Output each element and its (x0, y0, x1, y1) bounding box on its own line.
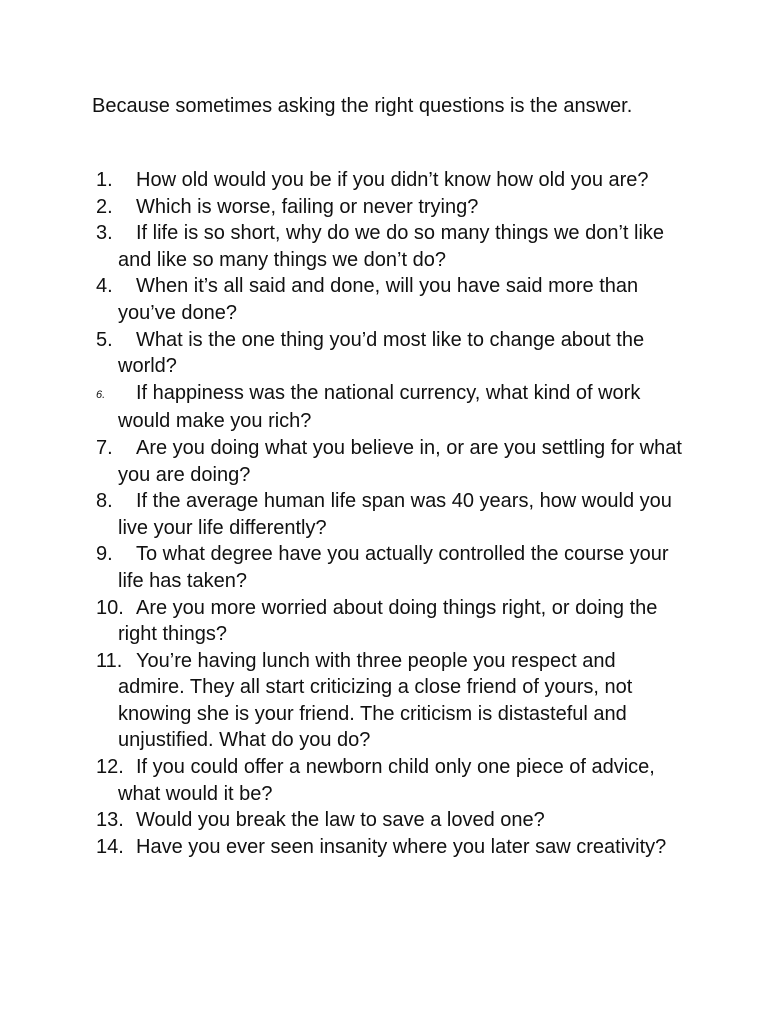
item-text: Which is worse, failing or never trying? (136, 195, 479, 218)
item-text: Have you ever seen insanity where you later saw creativity? (136, 835, 667, 858)
list-item (96, 807, 686, 834)
item-number: 6. (96, 388, 106, 401)
item-text: If happiness was the national currency, what kind of work would make you rich? (118, 381, 641, 433)
list-item (96, 648, 686, 754)
item-text: Would you break the law to save a loved one? (136, 809, 545, 832)
list-item (96, 380, 686, 435)
item-text: When it’s all said and done, will you have said more than you’ve done? (118, 275, 639, 324)
item-number: 9. (96, 543, 113, 566)
item-text: What is the one thing you’d most like to change about the world? (118, 328, 645, 378)
item-text: If you could offer a newborn child only one piece of advice, what would it be? (118, 756, 655, 805)
list-item (96, 220, 686, 273)
list-item (96, 541, 686, 594)
list-item (96, 167, 686, 194)
item-text: If the average human life span was 40 years, how would you live your life differently? (118, 490, 672, 539)
list-item (96, 327, 686, 380)
item-text: Are you doing what you believe in, or are you settling for what you are doing? (118, 436, 682, 486)
list-item (96, 194, 686, 221)
list-item (96, 834, 686, 861)
question-list (96, 167, 686, 860)
item-number: 2. (96, 195, 113, 218)
item-number: 3. (96, 222, 113, 245)
item-text: To what degree have you actually controlled the course your life has taken? (118, 543, 669, 592)
list-item (96, 595, 686, 648)
item-number: 14. (96, 835, 124, 858)
item-text: You’re having lunch with three people you respect and admire. They all start criticizing a close friend of yours, not knowing she is your friend. The criticism is distasteful and unjustified. What do you do? (118, 649, 633, 752)
item-number: 11. (96, 649, 123, 672)
item-text: Are you more worried about doing things right, or doing the right things? (118, 596, 658, 646)
intro-text: Because sometimes asking the right questions is the answer. (92, 95, 633, 117)
item-number: 1. (96, 169, 113, 191)
item-text: How old would you be if you didn’t know how old you are? (136, 169, 649, 191)
item-number: 7. (96, 436, 113, 459)
item-number: 4. (96, 275, 113, 298)
item-number: 12. (96, 756, 124, 779)
item-number: 8. (96, 490, 113, 513)
item-number: 5. (96, 328, 113, 351)
list-item (96, 435, 686, 488)
item-number: 10. (96, 596, 124, 619)
list-item (96, 273, 686, 326)
item-number: 13. (96, 809, 124, 832)
item-text: If life is so short, why do we do so many things we don’t like and like so many things we don’t do? (118, 222, 665, 271)
list-item (96, 754, 686, 807)
list-item (96, 488, 686, 541)
